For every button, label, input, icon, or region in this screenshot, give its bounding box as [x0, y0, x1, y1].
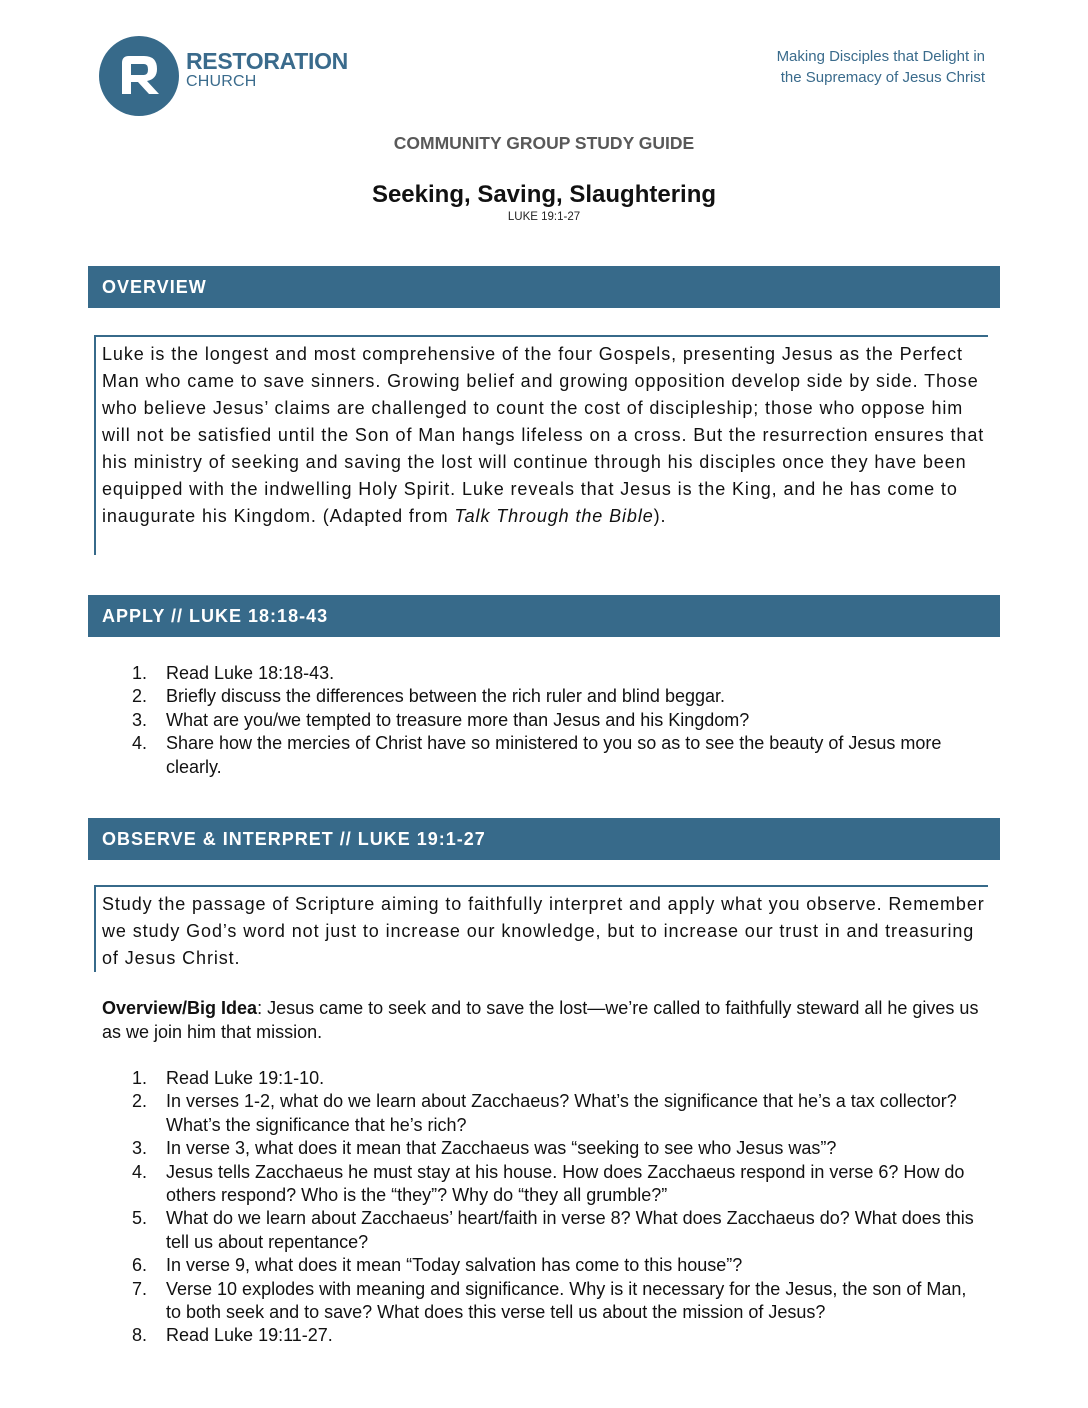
observe-list — [132, 1067, 982, 1348]
logo-line1: RESTORATION — [186, 48, 348, 74]
list-item: 7. Verse 10 explodes with meaning and significance. Why is it necessary for the Jesus, the son of Man, to both seek and to save? What does this verse tell us about the mission of Jesus? — [132, 1278, 967, 1323]
list-item: 2. In verses 1-2, what do we learn about Zacchaeus? What’s the significance that he’s a tax collector? What’s the significance that he’s rich? — [132, 1091, 957, 1135]
observe-callout — [94, 885, 988, 972]
overview-text-end: ). — [653, 506, 667, 526]
list-item: 4. Share how the mercies of Christ have so ministered to you so as to see the beauty of Jesus more clearly. — [132, 733, 942, 777]
big-idea-text: : Jesus came to seek and to save the lost—we’re called to faithfully steward all he gives us as we join him that mission. — [102, 998, 979, 1042]
apply-heading: APPLY // LUKE 18:18-43 — [88, 595, 1000, 637]
observe-heading: OBSERVE & INTERPRET // LUKE 19:1-27 — [88, 818, 1000, 860]
tagline — [777, 46, 985, 88]
tagline-line2: the Supremacy of Jesus Christ — [780, 69, 985, 86]
tagline-line1: Making Disciples that Delight in — [776, 48, 985, 65]
list-item: 1. Read Luke 18:18-43. — [132, 663, 335, 683]
list-item: 5. What do we learn about Zacchaeus’ heart/faith in verse 8? What does Zacchaeus do? What does this tell us about repentance? — [132, 1208, 974, 1252]
logo-line2: CHURCH — [186, 73, 257, 90]
list-item: 6. In verse 9, what does it mean “Today salvation has come to this house”? — [132, 1255, 743, 1276]
apply-list — [132, 662, 982, 779]
logo-wordmark — [186, 50, 348, 90]
observe-intro: Study the passage of Scripture aiming to faithfully interpret and apply what you observe. Remember we study God’s word not just to increase our knowledge, but to increase our trust in and treasuring of Jesus Christ. — [102, 894, 985, 968]
doc-kicker: COMMUNITY GROUP STUDY GUIDE — [393, 133, 695, 153]
r-logo-icon — [99, 36, 179, 116]
doc-reference: LUKE 19:1-27 — [507, 211, 581, 223]
overview-heading: OVERVIEW — [88, 266, 1000, 308]
doc-title: Seeking, Saving, Slaughtering — [371, 181, 717, 208]
list-item: 3. What are you/we tempted to treasure more than Jesus and his Kingdom? — [132, 709, 750, 730]
list-item: 8. Read Luke 19:11-27. — [132, 1325, 333, 1346]
church-logo — [99, 36, 348, 116]
big-idea-label: Overview/Big Idea — [102, 998, 258, 1018]
overview-text: Luke is the longest and most comprehensive of the four Gospels, presenting Jesus as the Perfect Man who came to save sinners. Growing belief and growing opposition develop side by side. Those who believe Jesus’ claims are challenged to count the cost of discipleship; those who oppose him will not be satisfied until the Son of Man hangs lifeless on a cross. But the resurrection ensures that his ministry of seeking and saving the lost will continue through his disciples once they have been equipped with the indwelling Holy Spirit. Luke reveals that Jesus is the King, and he has come to inaugurate his Kingdom. (Adapted from — [102, 344, 985, 526]
overview-callout — [94, 335, 988, 555]
list-item: 3. In verse 3, what does it mean that Zacchaeus was “seeking to see who Jesus was”? — [132, 1138, 837, 1159]
big-idea — [102, 997, 982, 1044]
overview-book-title: Talk Through the Bible — [454, 506, 654, 526]
list-item: 2. Briefly discuss the differences between the rich ruler and blind beggar. — [132, 686, 725, 707]
list-item: 1. Read Luke 19:1-10. — [132, 1068, 325, 1088]
list-item: 4. Jesus tells Zacchaeus he must stay at his house. How does Zacchaeus respond in verse 6? How do others respond? Who is the “they”? Why do “they all grumble?” — [132, 1161, 965, 1206]
